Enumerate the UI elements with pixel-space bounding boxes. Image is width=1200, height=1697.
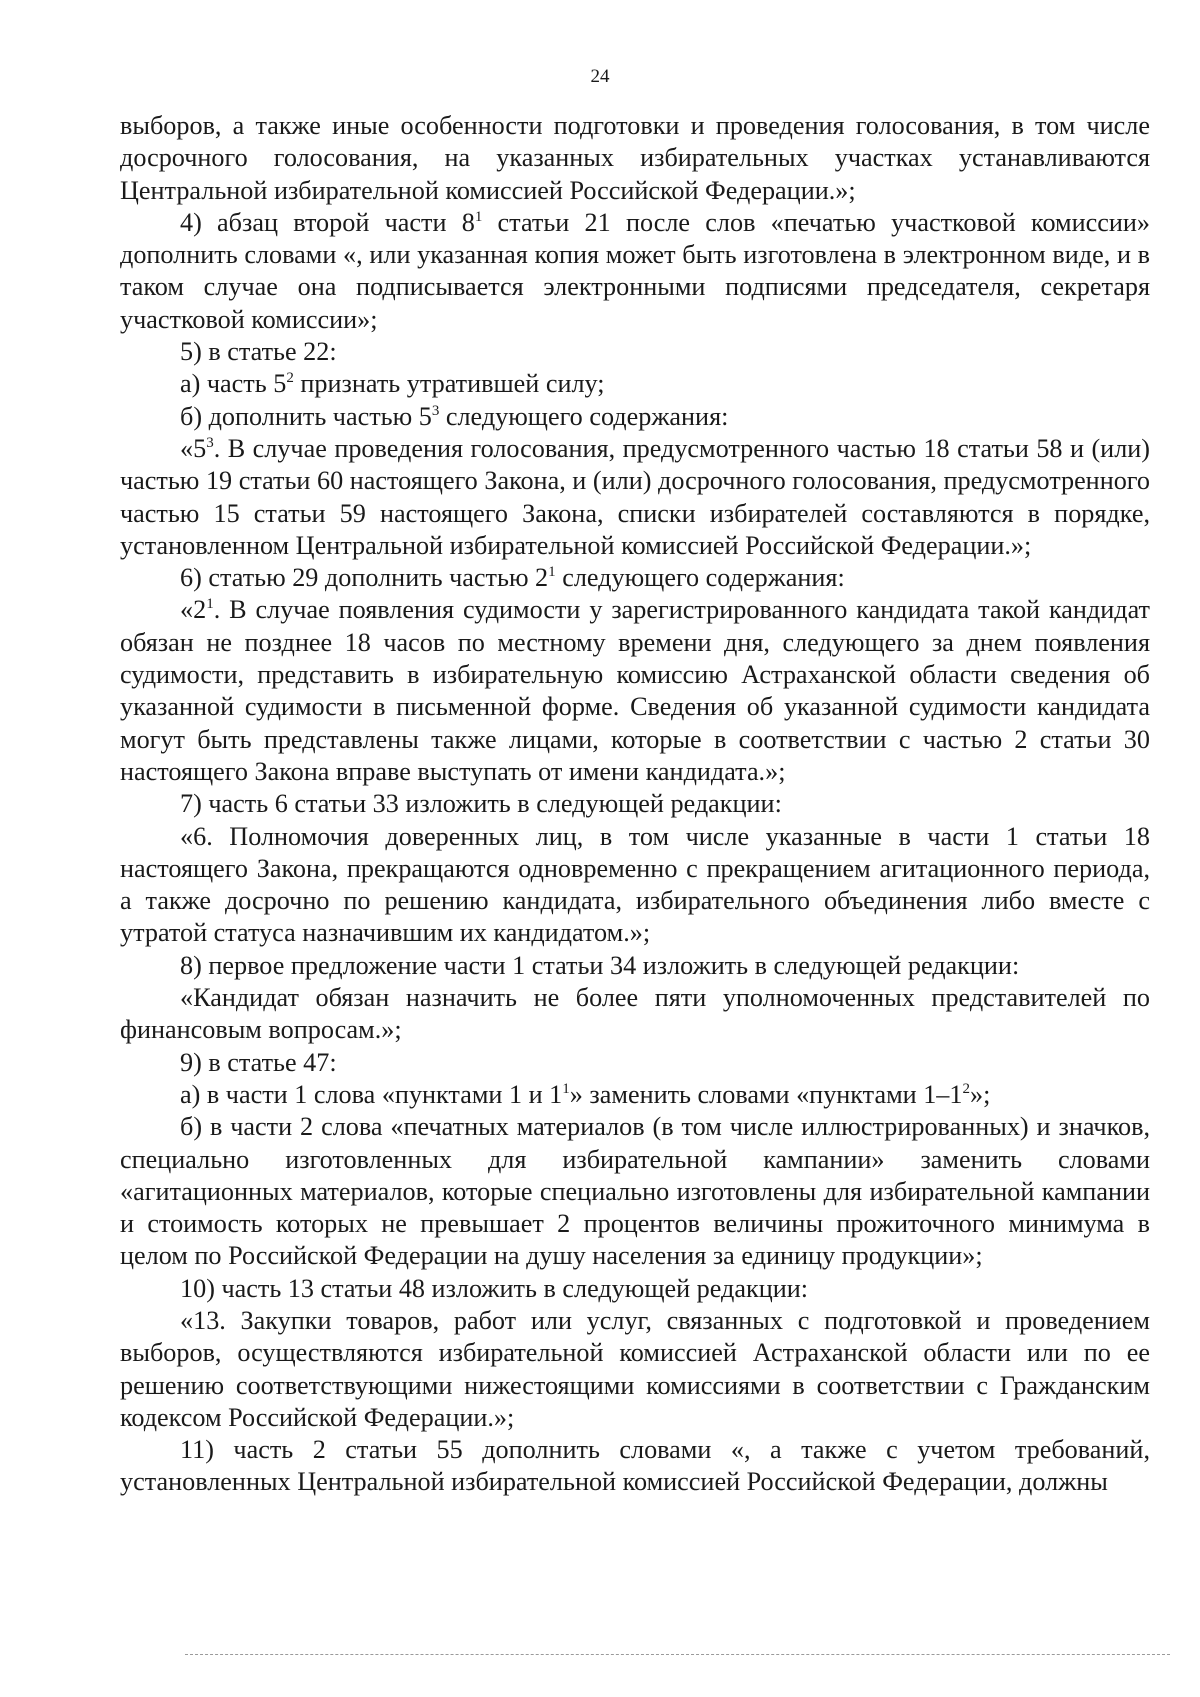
text: «2: [180, 595, 207, 625]
superscript: 3: [206, 434, 214, 451]
paragraph-item-5b: [120, 401, 1150, 433]
paragraph-item-9b: б) в части 2 слова «печатных материалов (в том числе иллюстрированных) и значков, специально изготовленных для избирательной кампании» заменить словами «агитационных материалов, которые специально изготовлены для избирательной кампании и стоимость которых не превышает 2 процентов величины прожиточного минимума в целом по Российской Федерации на душу населения за единицу продукции»;: [120, 1112, 1150, 1271]
text: статьи 21 после слов «печатью участковой комиссии» дополнить словами «, или указанная копия может быть изготовлена в электронном виде, и в таком случае она подписывается электронными подписями председателя, секретаря участковой комиссии»;: [120, 207, 1150, 334]
paragraph-1: выборов, а также иные особенности подготовки и проведения голосования, в том числе досрочного голосования, на указанных избирательных участках устанавливаются Центральной избирательной комиссией Российской Федерации.»;: [120, 111, 1150, 205]
superscript: 1: [474, 208, 483, 225]
paragraph-item-8: 8) первое предложение части 1 статьи 34 изложить в следующей редакции:: [180, 950, 1020, 980]
page-number: 24: [590, 66, 610, 87]
scan-bottom-line: [185, 1654, 1170, 1655]
paragraph-quote-6: «6. Полномочия доверенных лиц, в том числе указанные в части 1 статьи 18 настоящего Закона, прекращаются одновременно с прекращением агитационного периода, а также досрочно по решению кандидата, избирательного объединения либо вместе с утратой статуса назначившим их кандидатом.»;: [120, 821, 1150, 948]
superscript: 1: [206, 596, 214, 613]
text: . В случае проведения голосования, предусмотренного частью 18 статьи 58 и (или) частью 19 статьи 60 настоящего Закона, и (или) досрочного голосования, предусмотренного частью 15 статьи 59 настоящего Закона, списки избирателей составляются в порядке, установленном Центральной избирательной комиссией Российской Федерации.»;: [120, 433, 1150, 560]
text: . В случае появления судимости у зарегистрированного кандидата такой кандидат обязан не позднее 18 часов по местному времени дня, следующего за днем появления судимости, представить в избирательную комиссию Астраханской области сведения об указанной судимости в письменной форме. Сведения об указанной судимости кандидата могут быть представлены также лицами, которые в соответствии с частью 2 статьи 30 настоящего Закона вправе выступать от имени кандидата.»;: [120, 595, 1150, 786]
text: 6) статью 29 дополнить частью 2: [180, 563, 549, 593]
superscript: 2: [286, 370, 294, 387]
paragraph-quote-candidate: «Кандидат обязан назначить не более пяти уполномоченных представителей по финансовым вопросам.»;: [120, 983, 1150, 1045]
text: »;: [970, 1079, 991, 1109]
paragraph-item-7: 7) часть 6 статьи 33 изложить в следующей редакции:: [180, 789, 782, 819]
paragraph-item-4: [120, 207, 1150, 336]
document-body: [120, 110, 1150, 1499]
text: следующего содержания:: [439, 401, 729, 431]
superscript: 2: [962, 1080, 970, 1097]
text: следующего содержания:: [555, 563, 845, 593]
text: 4) абзац второй части 8: [180, 207, 475, 237]
paragraph-item-9a: [120, 1079, 1150, 1111]
superscript: 1: [562, 1080, 570, 1097]
paragraph-item-5: 5) в статье 22:: [180, 337, 337, 367]
paragraph-item-6: [120, 562, 1150, 594]
paragraph-quote-2-1: [120, 594, 1150, 788]
paragraph-item-9: 9) в статье 47:: [180, 1047, 337, 1077]
text: признать утратившей силу;: [293, 369, 605, 399]
text: » заменить словами «пунктами 1–1: [569, 1079, 963, 1109]
text: а) часть 5: [180, 369, 287, 399]
paragraph-quote-5-3: [120, 433, 1150, 562]
paragraph-item-10: 10) часть 13 статьи 48 изложить в следующей редакции:: [180, 1273, 809, 1303]
text: «5: [180, 433, 207, 463]
paragraph-item-5a: [120, 368, 1150, 400]
paragraph-item-11: 11) часть 2 статьи 55 дополнить словами «, а также с учетом требований, установленных Центральной избирательной комиссией Российской Федерации, должны: [120, 1435, 1150, 1497]
superscript: 1: [548, 564, 556, 581]
superscript: 3: [431, 402, 440, 419]
text: а) в части 1 слова «пунктами 1 и 1: [180, 1079, 563, 1109]
text: б) дополнить частью 5: [180, 401, 432, 431]
paragraph-quote-13: «13. Закупки товаров, работ или услуг, связанных с подготовкой и проведением выборов, осуществляются избирательной комиссией Астраханской области или по ее решению соответствующими нижестоящими комиссиями в соответствии с Гражданским кодексом Российской Федерации.»;: [120, 1305, 1150, 1432]
